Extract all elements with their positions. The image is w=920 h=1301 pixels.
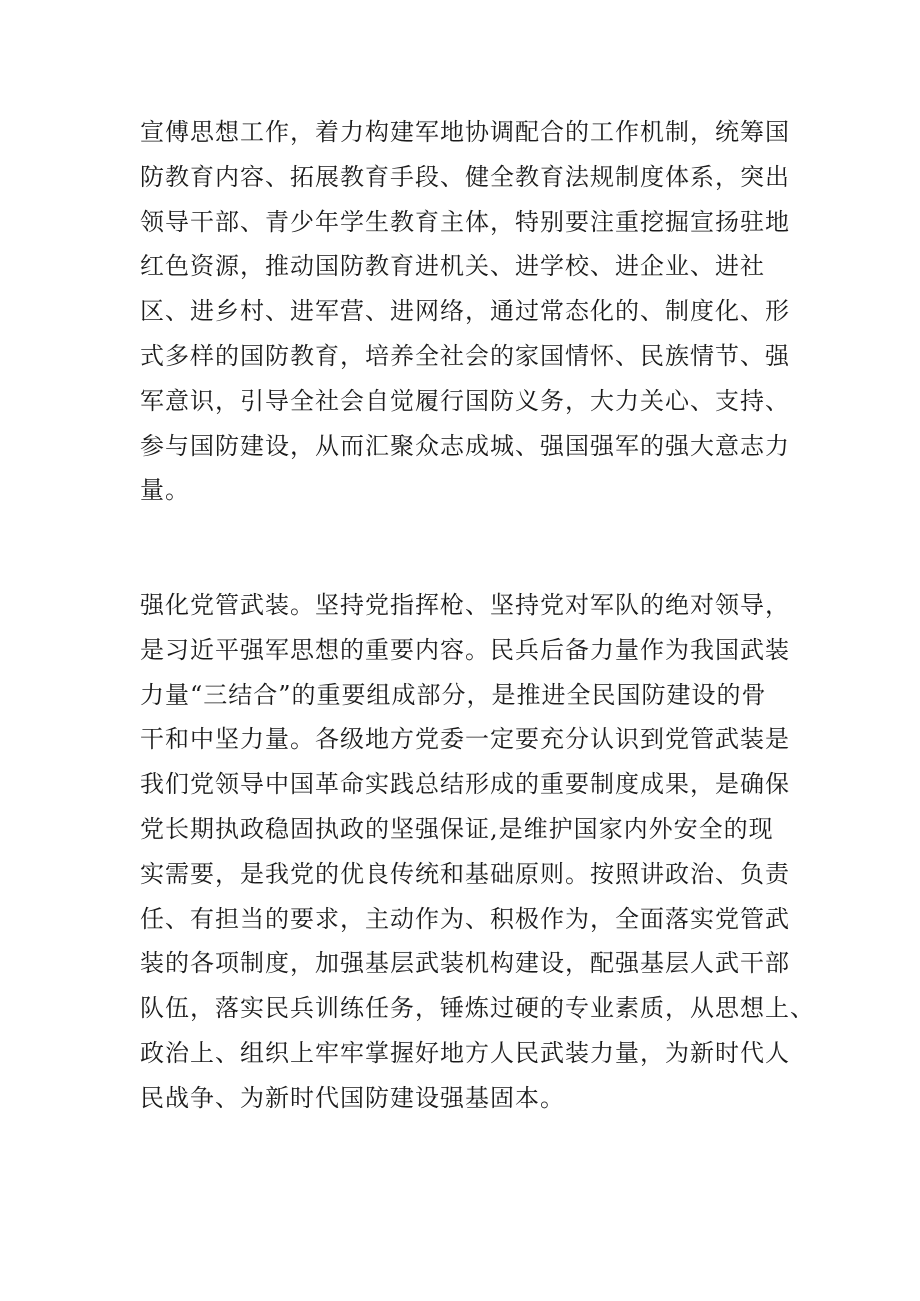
text-line: 党长期执政稳固执政的坚强保证,是维护国家内外安全的现 [140,814,774,843]
text-line: 装的各项制度，加强基层武装机构建设，配强基层人武干部 [140,949,790,978]
text-line: 任、有担当的要求，主动作为、积极作为，全面落实党管武 [140,904,790,933]
text-line: 实需要，是我党的优良传统和基础原则。按照讲政治、负责 [140,859,790,888]
text-line: 区、进乡村、进军营、进网络，通过常态化的、制度化、形 [140,297,790,326]
text-line: 力量“三结合”的重要组成部分，是推进全民国防建设的骨 [140,680,767,709]
text-line: 宣傅思想工作，着力构建军地协调配合的工作机制，统筹国 [140,118,790,146]
text-line: 式多样的国防教育，培养全社会的家国情怀、民族情节、强 [140,341,790,370]
text-line: 民战争、为新时代国防建设强基固本。 [140,1083,565,1112]
text-line: 政治上、组织上牢牢掌握好地方人民武装力量，为新时代人 [140,1038,790,1067]
text-line: 队伍，落实民兵训练任务，锤炼过硬的专业素质，从思想上、 [140,994,815,1023]
text-line: 红色资源，推动国防教育进机关、进学校、进企业、进社 [140,252,765,281]
text-line: 领导干部、青少年学生教育主体，特别要注重挖掘宣扬驻地 [140,207,790,236]
text-line: 我们党领导中国革命实践总结形成的重要制度成果，是确保 [140,770,790,799]
text-line: 防教育内容、拓展教育手段、健全教育法规制度体系，突出 [140,162,790,191]
text-line: 军意识，引导全社会自觉履行国防义务，大力关心、支持、 [140,386,790,415]
text-line: 参与国防建设，从而汇聚众志成城、强国强军的强大意志力 [140,431,790,460]
paragraph-party-leads-armed-forces [140,583,815,1121]
text-line: 量。 [140,476,190,505]
text-line: 干和中坚力量。各级地方党委一定要充分认识到党管武装是 [140,725,790,754]
paragraph-national-defense-education [140,110,800,513]
text-line: 是习近平强军思想的重要内容。民兵后备力量作为我国武装 [140,635,790,664]
text-line: 强化党管武装。坚持党指挥枪、坚持党对军队的绝对领导， [140,591,790,619]
